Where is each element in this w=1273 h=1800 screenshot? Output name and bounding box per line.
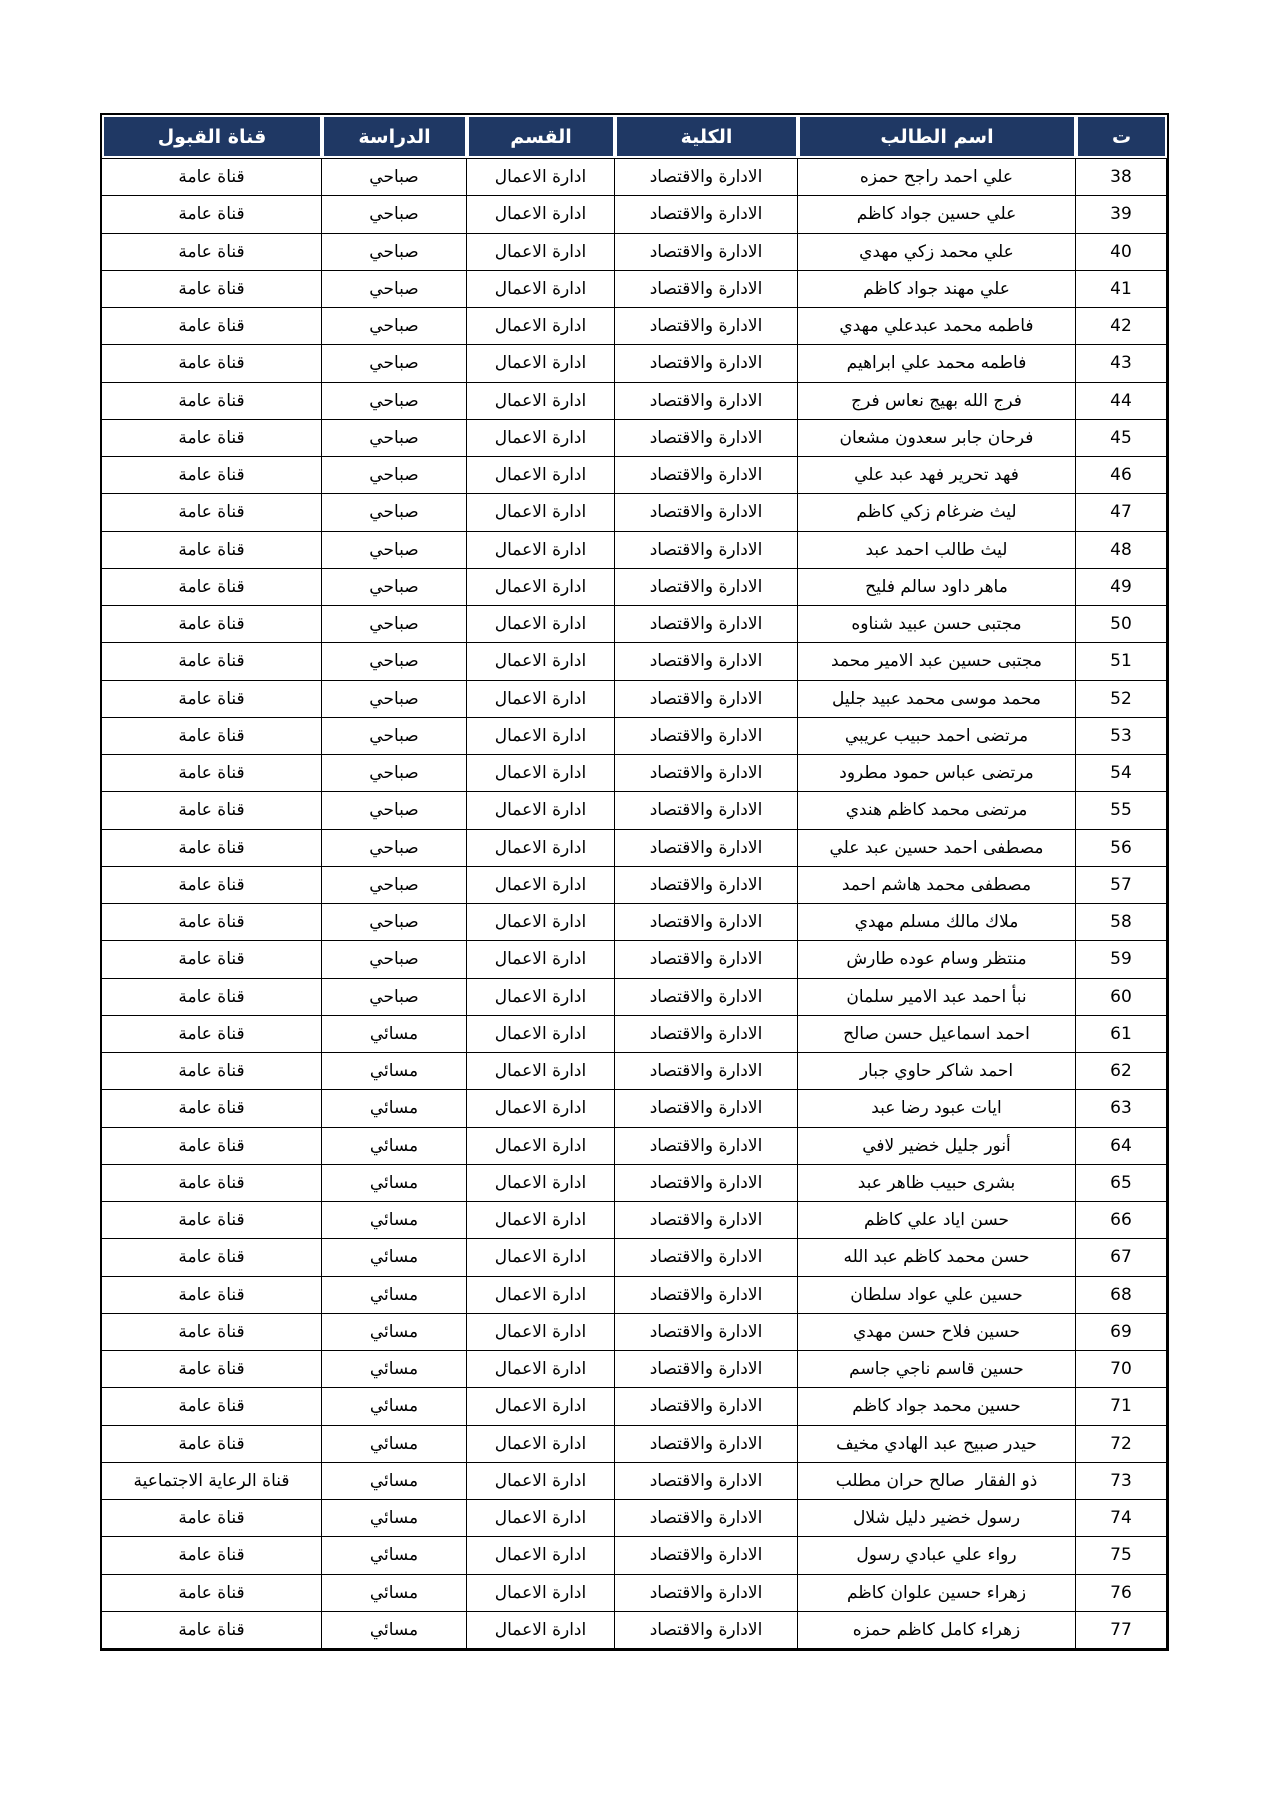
study-type-cell: صباحي [322, 941, 467, 978]
department-cell: ادارة الاعمال [467, 1425, 615, 1462]
row-number-cell: 69 [1076, 1313, 1167, 1350]
header-college: الكلية [615, 115, 798, 158]
study-type-cell: صباحي [322, 643, 467, 680]
study-type-cell: مسائي [322, 1351, 467, 1388]
table-row [102, 978, 1167, 1015]
row-number-cell: 45 [1076, 419, 1167, 456]
student-name-cell: فرحان جابر سعدون مشعان [798, 419, 1076, 456]
college-cell: الادارة والاقتصاد [615, 866, 798, 903]
department-cell: ادارة الاعمال [467, 531, 615, 568]
study-type-cell: مسائي [322, 1388, 467, 1425]
admission-channel-cell: قناة عامة [102, 345, 322, 382]
admission-channel-cell: قناة عامة [102, 457, 322, 494]
admission-channel-cell: قناة عامة [102, 1276, 322, 1313]
department-cell: ادارة الاعمال [467, 159, 615, 196]
admission-channel-cell: قناة عامة [102, 568, 322, 605]
table-row [102, 1053, 1167, 1090]
student-name-cell: بشرى حبيب ظاهر عبد [798, 1164, 1076, 1201]
table-row [102, 755, 1167, 792]
department-cell: ادارة الاعمال [467, 1015, 615, 1052]
admission-channel-cell: قناة عامة [102, 866, 322, 903]
header-row [102, 115, 1167, 158]
row-number-cell: 59 [1076, 941, 1167, 978]
admission-channel-cell: قناة عامة [102, 829, 322, 866]
row-number-cell: 57 [1076, 866, 1167, 903]
row-number-cell: 54 [1076, 755, 1167, 792]
row-number-cell: 73 [1076, 1462, 1167, 1499]
student-name-cell: حسين علي عواد سلطان [798, 1276, 1076, 1313]
row-number-cell: 63 [1076, 1090, 1167, 1127]
college-cell: الادارة والاقتصاد [615, 457, 798, 494]
table-row [102, 1611, 1167, 1648]
row-number-cell: 47 [1076, 494, 1167, 531]
study-type-cell: مسائي [322, 1090, 467, 1127]
student-name-cell: ايات عبود رضا عبد [798, 1090, 1076, 1127]
study-type-cell: صباحي [322, 755, 467, 792]
admission-channel-cell: قناة عامة [102, 308, 322, 345]
row-number-cell: 58 [1076, 904, 1167, 941]
row-number-cell: 74 [1076, 1500, 1167, 1537]
college-cell: الادارة والاقتصاد [615, 196, 798, 233]
study-type-cell: مسائي [322, 1202, 467, 1239]
row-number-cell: 49 [1076, 568, 1167, 605]
table-row [102, 531, 1167, 568]
admission-channel-cell: قناة عامة [102, 382, 322, 419]
row-number-cell: 67 [1076, 1239, 1167, 1276]
students-table [100, 113, 1169, 1651]
student-name-cell: مجتبى حسين عبد الامير محمد [798, 643, 1076, 680]
department-cell: ادارة الاعمال [467, 382, 615, 419]
table-row [102, 1015, 1167, 1052]
department-cell: ادارة الاعمال [467, 978, 615, 1015]
row-number-cell: 50 [1076, 606, 1167, 643]
student-name-cell: حسين محمد جواد كاظم [798, 1388, 1076, 1425]
department-cell: ادارة الاعمال [467, 1537, 615, 1574]
study-type-cell: مسائي [322, 1164, 467, 1201]
study-type-cell: صباحي [322, 606, 467, 643]
student-name-cell: ملاك مالك مسلم مهدي [798, 904, 1076, 941]
admission-channel-cell: قناة عامة [102, 494, 322, 531]
table-row [102, 1090, 1167, 1127]
college-cell: الادارة والاقتصاد [615, 829, 798, 866]
department-cell: ادارة الاعمال [467, 1313, 615, 1350]
student-name-cell: حسين قاسم ناجي جاسم [798, 1351, 1076, 1388]
admission-channel-cell: قناة عامة [102, 159, 322, 196]
table-row [102, 1276, 1167, 1313]
table-row [102, 1537, 1167, 1574]
study-type-cell: صباحي [322, 531, 467, 568]
header-no: ت [1076, 115, 1167, 158]
table-row [102, 1239, 1167, 1276]
study-type-cell: صباحي [322, 159, 467, 196]
student-name-cell: مرتضى محمد كاظم هندي [798, 792, 1076, 829]
study-type-cell: صباحي [322, 419, 467, 456]
study-type-cell: مسائي [322, 1574, 467, 1611]
student-name-cell: فاطمه محمد علي ابراهيم [798, 345, 1076, 382]
student-name-cell: احمد شاكر حاوي جبار [798, 1053, 1076, 1090]
table-row [102, 717, 1167, 754]
study-type-cell: مسائي [322, 1127, 467, 1164]
college-cell: الادارة والاقتصاد [615, 159, 798, 196]
admission-channel-cell: قناة عامة [102, 1164, 322, 1201]
student-name-cell: مصطفى محمد هاشم احمد [798, 866, 1076, 903]
college-cell: الادارة والاقتصاد [615, 1239, 798, 1276]
admission-channel-cell: قناة عامة [102, 792, 322, 829]
department-cell: ادارة الاعمال [467, 308, 615, 345]
college-cell: الادارة والاقتصاد [615, 308, 798, 345]
department-cell: ادارة الاعمال [467, 568, 615, 605]
row-number-cell: 48 [1076, 531, 1167, 568]
admission-channel-cell: قناة عامة [102, 904, 322, 941]
college-cell: الادارة والاقتصاد [615, 978, 798, 1015]
table-row [102, 606, 1167, 643]
table-row [102, 941, 1167, 978]
study-type-cell: صباحي [322, 792, 467, 829]
department-cell: ادارة الاعمال [467, 196, 615, 233]
table-row [102, 233, 1167, 270]
college-cell: الادارة والاقتصاد [615, 1425, 798, 1462]
admission-channel-cell: قناة عامة [102, 755, 322, 792]
student-name-cell: نبأ احمد عبد الامير سلمان [798, 978, 1076, 1015]
department-cell: ادارة الاعمال [467, 866, 615, 903]
row-number-cell: 61 [1076, 1015, 1167, 1052]
college-cell: الادارة والاقتصاد [615, 755, 798, 792]
college-cell: الادارة والاقتصاد [615, 345, 798, 382]
department-cell: ادارة الاعمال [467, 345, 615, 382]
department-cell: ادارة الاعمال [467, 1202, 615, 1239]
college-cell: الادارة والاقتصاد [615, 680, 798, 717]
row-number-cell: 77 [1076, 1611, 1167, 1648]
table-row [102, 1500, 1167, 1537]
college-cell: الادارة والاقتصاد [615, 1500, 798, 1537]
student-name-cell: رواء علي عبادي رسول [798, 1537, 1076, 1574]
study-type-cell: مسائي [322, 1537, 467, 1574]
college-cell: الادارة والاقتصاد [615, 792, 798, 829]
study-type-cell: مسائي [322, 1015, 467, 1052]
department-cell: ادارة الاعمال [467, 233, 615, 270]
college-cell: الادارة والاقتصاد [615, 270, 798, 307]
study-type-cell: مسائي [322, 1053, 467, 1090]
study-type-cell: صباحي [322, 233, 467, 270]
row-number-cell: 60 [1076, 978, 1167, 1015]
row-number-cell: 70 [1076, 1351, 1167, 1388]
study-type-cell: صباحي [322, 904, 467, 941]
department-cell: ادارة الاعمال [467, 419, 615, 456]
row-number-cell: 68 [1076, 1276, 1167, 1313]
college-cell: الادارة والاقتصاد [615, 1574, 798, 1611]
study-type-cell: مسائي [322, 1425, 467, 1462]
admission-channel-cell: قناة عامة [102, 1090, 322, 1127]
student-name-cell: حسن اياد علي كاظم [798, 1202, 1076, 1239]
department-cell: ادارة الاعمال [467, 1053, 615, 1090]
admission-channel-cell: قناة عامة [102, 531, 322, 568]
admission-channel-cell: قناة عامة [102, 233, 322, 270]
department-cell: ادارة الاعمال [467, 941, 615, 978]
college-cell: الادارة والاقتصاد [615, 1351, 798, 1388]
college-cell: الادارة والاقتصاد [615, 531, 798, 568]
table-row [102, 382, 1167, 419]
department-cell: ادارة الاعمال [467, 457, 615, 494]
table-row [102, 196, 1167, 233]
row-number-cell: 41 [1076, 270, 1167, 307]
study-type-cell: مسائي [322, 1462, 467, 1499]
header-department: القسم [467, 115, 615, 158]
department-cell: ادارة الاعمال [467, 643, 615, 680]
study-type-cell: صباحي [322, 866, 467, 903]
admission-channel-cell: قناة عامة [102, 1239, 322, 1276]
admission-channel-cell: قناة عامة [102, 941, 322, 978]
row-number-cell: 38 [1076, 159, 1167, 196]
department-cell: ادارة الاعمال [467, 755, 615, 792]
admission-channel-cell: قناة عامة [102, 1127, 322, 1164]
table-row [102, 1351, 1167, 1388]
student-name-cell: زهراء كامل كاظم حمزه [798, 1611, 1076, 1648]
header-study-type: الدراسة [322, 115, 467, 158]
admission-channel-cell: قناة عامة [102, 643, 322, 680]
department-cell: ادارة الاعمال [467, 1164, 615, 1201]
department-cell: ادارة الاعمال [467, 270, 615, 307]
table-row [102, 829, 1167, 866]
college-cell: الادارة والاقتصاد [615, 1164, 798, 1201]
student-name-cell: مجتبى حسن عبيد شناوه [798, 606, 1076, 643]
department-cell: ادارة الاعمال [467, 680, 615, 717]
department-cell: ادارة الاعمال [467, 792, 615, 829]
study-type-cell: صباحي [322, 568, 467, 605]
department-cell: ادارة الاعمال [467, 1388, 615, 1425]
table-body [102, 159, 1167, 1649]
study-type-cell: صباحي [322, 270, 467, 307]
student-name-cell: أنور جليل خضير لافي [798, 1127, 1076, 1164]
admission-channel-cell: قناة عامة [102, 270, 322, 307]
college-cell: الادارة والاقتصاد [615, 1276, 798, 1313]
college-cell: الادارة والاقتصاد [615, 233, 798, 270]
study-type-cell: صباحي [322, 717, 467, 754]
department-cell: ادارة الاعمال [467, 1351, 615, 1388]
row-number-cell: 53 [1076, 717, 1167, 754]
college-cell: الادارة والاقتصاد [615, 568, 798, 605]
table-row [102, 1313, 1167, 1350]
department-cell: ادارة الاعمال [467, 1611, 615, 1648]
department-cell: ادارة الاعمال [467, 717, 615, 754]
admission-channel-cell: قناة عامة [102, 1053, 322, 1090]
row-number-cell: 72 [1076, 1425, 1167, 1462]
student-name-cell: علي حسين جواد كاظم [798, 196, 1076, 233]
student-name-cell: علي محمد زكي مهدي [798, 233, 1076, 270]
table-row [102, 1388, 1167, 1425]
college-cell: الادارة والاقتصاد [615, 419, 798, 456]
table-row [102, 1425, 1167, 1462]
college-cell: الادارة والاقتصاد [615, 1127, 798, 1164]
admission-channel-cell: قناة الرعاية الاجتماعية [102, 1462, 322, 1499]
row-number-cell: 39 [1076, 196, 1167, 233]
row-number-cell: 40 [1076, 233, 1167, 270]
row-number-cell: 76 [1076, 1574, 1167, 1611]
department-cell: ادارة الاعمال [467, 904, 615, 941]
study-type-cell: صباحي [322, 680, 467, 717]
table-row [102, 1202, 1167, 1239]
student-name-cell: احمد اسماعيل حسن صالح [798, 1015, 1076, 1052]
department-cell: ادارة الاعمال [467, 1500, 615, 1537]
college-cell: الادارة والاقتصاد [615, 1015, 798, 1052]
admission-channel-cell: قناة عامة [102, 1574, 322, 1611]
student-name-cell: مرتضى احمد حبيب عريبي [798, 717, 1076, 754]
college-cell: الادارة والاقتصاد [615, 1388, 798, 1425]
admission-channel-cell: قناة عامة [102, 419, 322, 456]
student-name-cell: رسول خضير دليل شلال [798, 1500, 1076, 1537]
study-type-cell: مسائي [322, 1276, 467, 1313]
row-number-cell: 66 [1076, 1202, 1167, 1239]
table-row [102, 643, 1167, 680]
college-cell: الادارة والاقتصاد [615, 1313, 798, 1350]
row-number-cell: 75 [1076, 1537, 1167, 1574]
table-row [102, 792, 1167, 829]
header-student-name: اسم الطالب [798, 115, 1076, 158]
study-type-cell: مسائي [322, 1313, 467, 1350]
study-type-cell: مسائي [322, 1500, 467, 1537]
department-cell: ادارة الاعمال [467, 1276, 615, 1313]
college-cell: الادارة والاقتصاد [615, 494, 798, 531]
table-row [102, 1462, 1167, 1499]
table-row [102, 904, 1167, 941]
student-name-cell: فاطمه محمد عبدعلي مهدي [798, 308, 1076, 345]
student-name-cell: ليث طالب احمد عبد [798, 531, 1076, 568]
table-row [102, 494, 1167, 531]
student-name-cell: ماهر داود سالم فليح [798, 568, 1076, 605]
row-number-cell: 46 [1076, 457, 1167, 494]
college-cell: الادارة والاقتصاد [615, 1202, 798, 1239]
college-cell: الادارة والاقتصاد [615, 1537, 798, 1574]
table-row [102, 457, 1167, 494]
department-cell: ادارة الاعمال [467, 1462, 615, 1499]
table-row [102, 419, 1167, 456]
study-type-cell: صباحي [322, 829, 467, 866]
table-row [102, 345, 1167, 382]
row-number-cell: 42 [1076, 308, 1167, 345]
department-cell: ادارة الاعمال [467, 1239, 615, 1276]
study-type-cell: مسائي [322, 1239, 467, 1276]
college-cell: الادارة والاقتصاد [615, 606, 798, 643]
student-name-cell: مصطفى احمد حسين عبد علي [798, 829, 1076, 866]
table-row [102, 1127, 1167, 1164]
students-table-body [101, 158, 1167, 1649]
table-row [102, 680, 1167, 717]
college-cell: الادارة والاقتصاد [615, 1053, 798, 1090]
admission-channel-cell: قناة عامة [102, 1313, 322, 1350]
table-row [102, 866, 1167, 903]
study-type-cell: صباحي [322, 382, 467, 419]
row-number-cell: 44 [1076, 382, 1167, 419]
row-number-cell: 65 [1076, 1164, 1167, 1201]
study-type-cell: صباحي [322, 457, 467, 494]
study-type-cell: صباحي [322, 308, 467, 345]
student-name-cell: ليث ضرغام زكي كاظم [798, 494, 1076, 531]
table-row [102, 308, 1167, 345]
department-cell: ادارة الاعمال [467, 606, 615, 643]
row-number-cell: 51 [1076, 643, 1167, 680]
study-type-cell: صباحي [322, 196, 467, 233]
college-cell: الادارة والاقتصاد [615, 717, 798, 754]
college-cell: الادارة والاقتصاد [615, 382, 798, 419]
department-cell: ادارة الاعمال [467, 1127, 615, 1164]
department-cell: ادارة الاعمال [467, 494, 615, 531]
admission-channel-cell: قناة عامة [102, 1611, 322, 1648]
row-number-cell: 56 [1076, 829, 1167, 866]
table-row [102, 1164, 1167, 1201]
student-name-cell: حيدر صبيح عبد الهادي مخيف [798, 1425, 1076, 1462]
admission-channel-cell: قناة عامة [102, 1500, 322, 1537]
table-row [102, 1574, 1167, 1611]
row-number-cell: 52 [1076, 680, 1167, 717]
row-number-cell: 71 [1076, 1388, 1167, 1425]
admission-channel-cell: قناة عامة [102, 1388, 322, 1425]
table-row [102, 270, 1167, 307]
row-number-cell: 55 [1076, 792, 1167, 829]
row-number-cell: 64 [1076, 1127, 1167, 1164]
college-cell: الادارة والاقتصاد [615, 941, 798, 978]
student-name-cell: منتظر وسام عوده طارش [798, 941, 1076, 978]
student-name-cell: علي احمد راجح حمزه [798, 159, 1076, 196]
table-row [102, 159, 1167, 196]
college-cell: الادارة والاقتصاد [615, 904, 798, 941]
admission-channel-cell: قناة عامة [102, 1015, 322, 1052]
admission-channel-cell: قناة عامة [102, 1202, 322, 1239]
admission-channel-cell: قناة عامة [102, 717, 322, 754]
table-row [102, 568, 1167, 605]
college-cell: الادارة والاقتصاد [615, 1090, 798, 1127]
student-name-cell: حسن محمد كاظم عبد الله [798, 1239, 1076, 1276]
college-cell: الادارة والاقتصاد [615, 643, 798, 680]
department-cell: ادارة الاعمال [467, 1574, 615, 1611]
student-name-cell: حسين فلاح حسن مهدي [798, 1313, 1076, 1350]
student-name-cell: مرتضى عباس حمود مطرود [798, 755, 1076, 792]
study-type-cell: صباحي [322, 494, 467, 531]
admission-channel-cell: قناة عامة [102, 196, 322, 233]
row-number-cell: 43 [1076, 345, 1167, 382]
row-number-cell: 62 [1076, 1053, 1167, 1090]
college-cell: الادارة والاقتصاد [615, 1611, 798, 1648]
study-type-cell: مسائي [322, 1611, 467, 1648]
admission-channel-cell: قناة عامة [102, 1425, 322, 1462]
department-cell: ادارة الاعمال [467, 829, 615, 866]
student-name-cell: محمد موسى محمد عبيد جليل [798, 680, 1076, 717]
admission-channel-cell: قناة عامة [102, 978, 322, 1015]
admission-channel-cell: قناة عامة [102, 1351, 322, 1388]
admission-channel-cell: قناة عامة [102, 606, 322, 643]
study-type-cell: صباحي [322, 345, 467, 382]
student-name-cell: زهراء حسين علوان كاظم [798, 1574, 1076, 1611]
student-name-cell: ذو الفقار صالح حران مطلب [798, 1462, 1076, 1499]
department-cell: ادارة الاعمال [467, 1090, 615, 1127]
admission-channel-cell: قناة عامة [102, 1537, 322, 1574]
student-name-cell: علي مهند جواد كاظم [798, 270, 1076, 307]
student-name-cell: فرج الله بهيج نعاس فرج [798, 382, 1076, 419]
college-cell: الادارة والاقتصاد [615, 1462, 798, 1499]
student-name-cell: فهد تحرير فهد عبد علي [798, 457, 1076, 494]
header-admission-channel: قناة القبول [102, 115, 322, 158]
admission-channel-cell: قناة عامة [102, 680, 322, 717]
study-type-cell: صباحي [322, 978, 467, 1015]
